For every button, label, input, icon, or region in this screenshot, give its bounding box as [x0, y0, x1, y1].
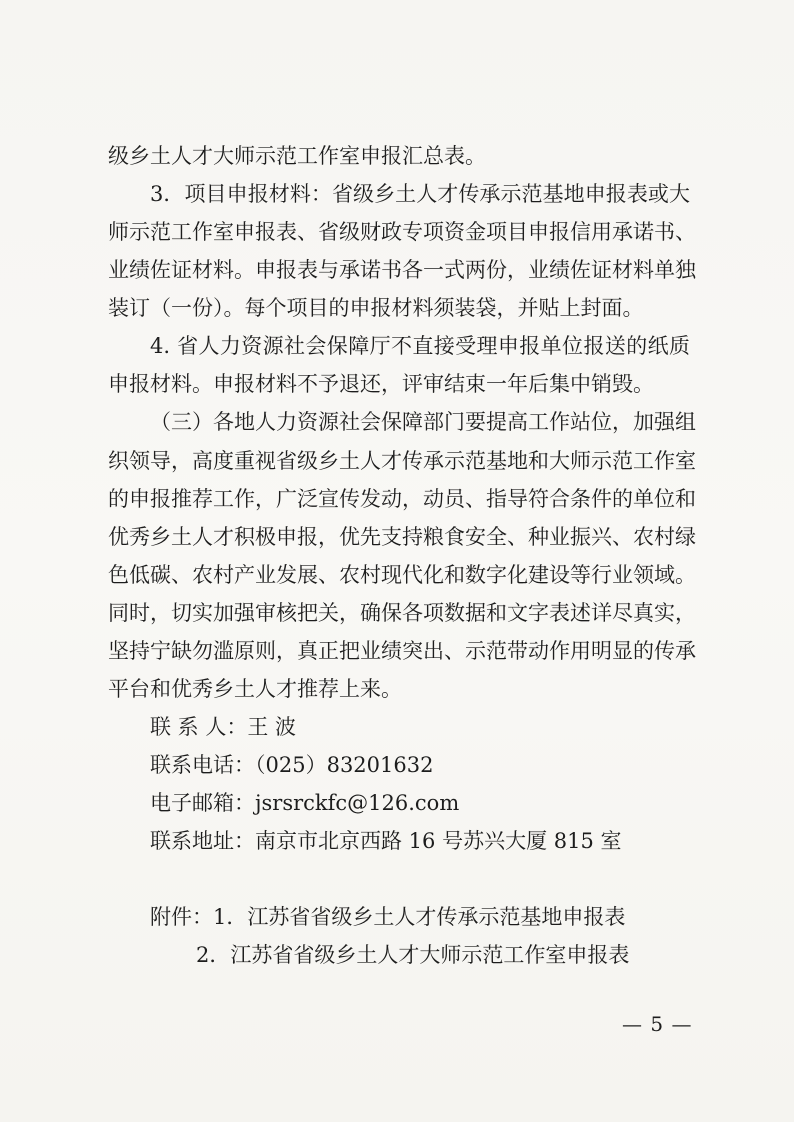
attachment-item-2: 2．江苏省省级乡土人才大师示范工作室申报表	[196, 943, 630, 967]
paragraph-line: 装订（一份）。每个项目的申报材料须装袋，并贴上封面。	[108, 296, 644, 320]
paragraph-line: 业绩佐证材料。申报表与承诺书各一式两份，业绩佐证材料单独	[108, 258, 696, 282]
contact-phone: 联系电话：（025）83201632	[150, 753, 434, 777]
paragraph-line: 织领导，高度重视省级乡土人才传承示范基地和大师示范工作室	[108, 449, 696, 473]
paragraph-line: 色低碳、农村产业发展、农村现代化和数字化建设等行业领域。	[108, 563, 696, 587]
contact-address: 联系地址：南京市北京西路 16 号苏兴大厦 815 室	[150, 829, 622, 853]
contact-email: 电子邮箱：jsrsrckfc@126.com	[150, 791, 460, 815]
page-number: — 5 —	[622, 1012, 693, 1036]
paragraph-line: 申报材料。申报材料不予退还，评审结束一年后集中销毁。	[108, 372, 654, 396]
contact-person: 联 系 人：王 波	[150, 715, 297, 739]
paragraph-line: 同时，切实加强审核把关，确保各项数据和文字表述详尽真实，	[108, 601, 696, 625]
paragraph-line: 3．项目申报材料：省级乡土人才传承示范基地申报表或大	[150, 182, 690, 206]
paragraph-line: （三）各地人力资源社会保障部门要提高工作站位，加强组	[150, 410, 696, 434]
paragraph-line: 平台和优秀乡土人才推荐上来。	[108, 677, 402, 701]
attachment-item-1: 附件：1．江苏省省级乡土人才传承示范基地申报表	[150, 905, 626, 929]
paragraph-line: 的申报推荐工作，广泛宣传发动，动员、指导符合条件的单位和	[108, 487, 696, 511]
paragraph-line: 4. 省人力资源社会保障厅不直接受理申报单位报送的纸质	[150, 334, 690, 358]
paragraph-line: 级乡土人才大师示范工作室申报汇总表。	[108, 144, 486, 168]
paragraph-line: 优秀乡土人才积极申报，优先支持粮食安全、种业振兴、农村绿	[108, 525, 696, 549]
paragraph-line: 坚持宁缺勿滥原则，真正把业绩突出、示范带动作用明显的传承	[108, 639, 696, 663]
paragraph-line: 师示范工作室申报表、省级财政专项资金项目申报信用承诺书、	[108, 220, 696, 244]
